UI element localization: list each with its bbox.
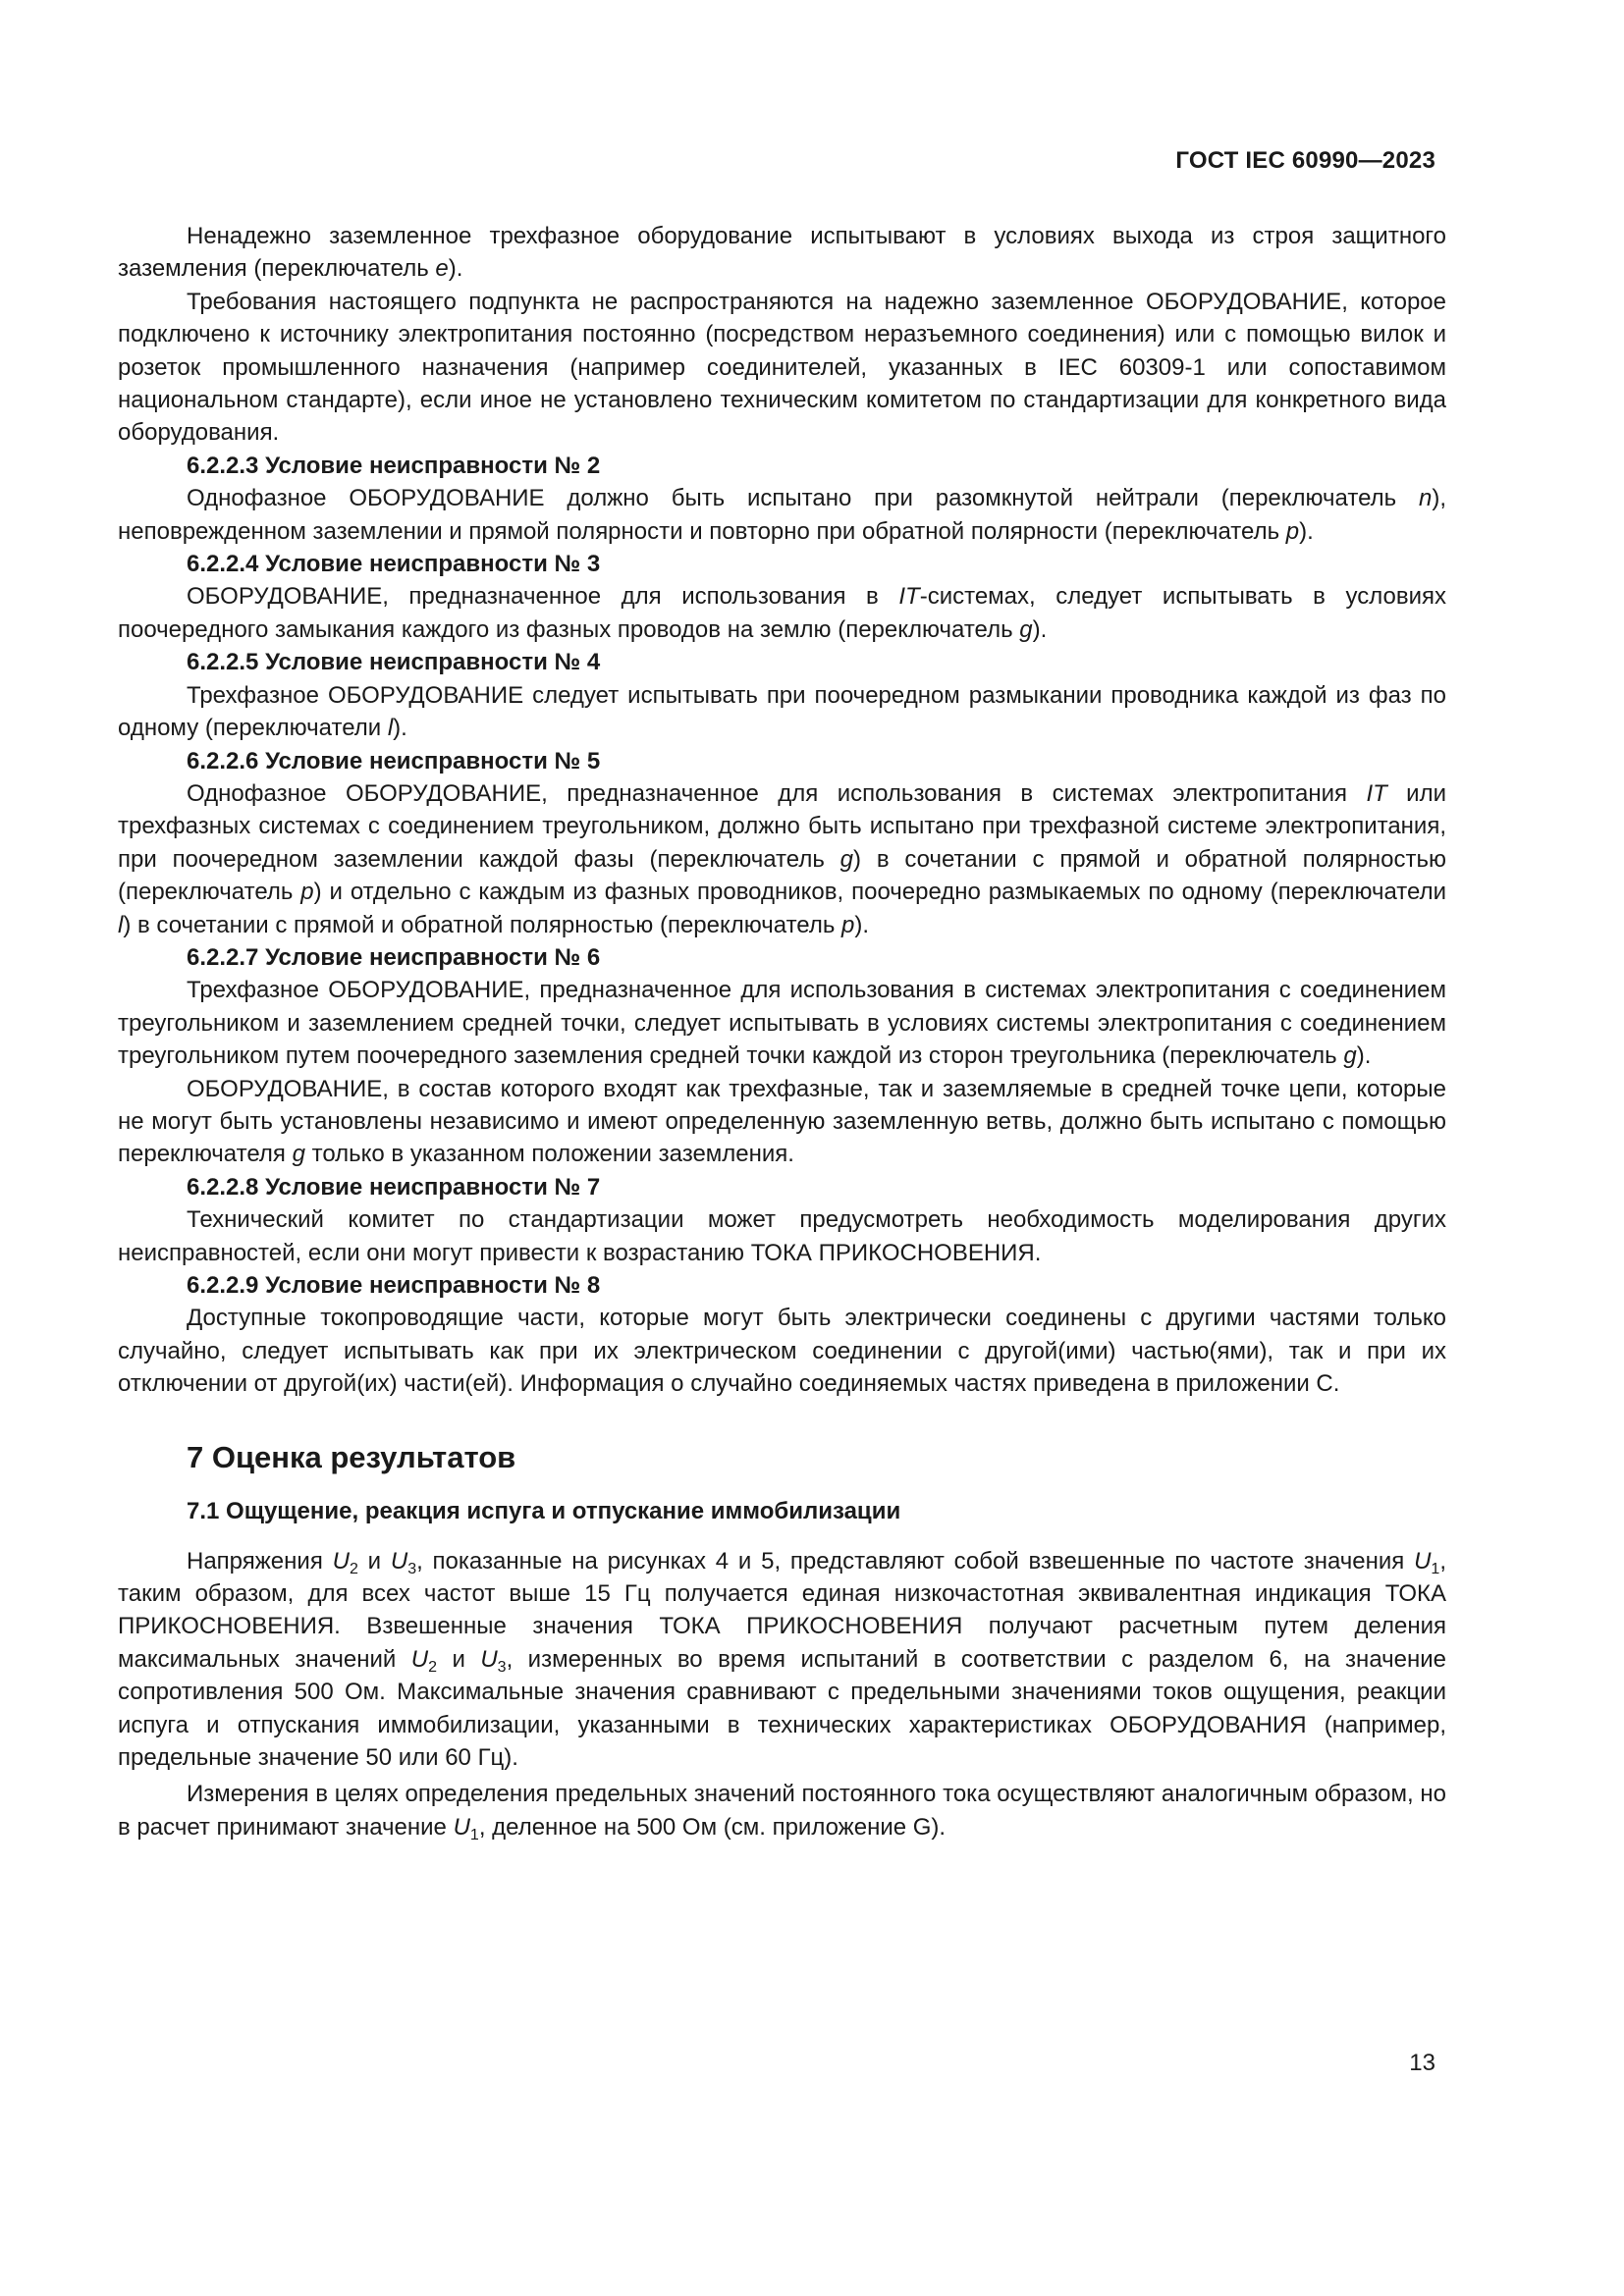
paragraph: ОБОРУДОВАНИЕ, в состав которого входят как трехфазные, так и заземляемые в средней точке цепи, которые не могут быть установлены независимо и имеют определенную заземленную ветвь, должно быть испытано с помощью переключателя g только в указанном положении заземления. [118,1075,1446,1168]
clause-heading-6-2-2-6: 6.2.2.6 Условие неисправности № 5 [187,747,601,774]
clause-heading-6-2-2-9: 6.2.2.9 Условие неисправности № 8 [187,1272,601,1299]
paragraph: Требования настоящего подпункта не распространяются на надежно заземленное ОБОРУДОВАНИЕ, которое подключено к источнику электропитания постоянно (посредством неразъемного соединения) или с помощью вилок и розеток промышленного назначения (например соединителей, указанных в IEC 60309-1 или сопоставимом национальном стандарте), если иное не установлено техническим комитетом по стандартизации для конкретного вида оборудования. [118,288,1446,447]
paragraph: Однофазное ОБОРУДОВАНИЕ должно быть испытано при разомкнутой нейтрали (переключатель n), неповрежденном заземлении и прямой полярности и повторно при обратной полярности (переключатель p). [118,485,1446,545]
page-content [118,220,1446,1843]
paragraph: Доступные токопроводящие части, которые могут быть электрически соединены с другими частями только случайно, следует испытывать как при их электрическом соединении с другой(ими) частью(ями), так и при их отключении от другой(их) части(ей). Информация о случайно соединяемых частях приведена в приложении С. [118,1305,1446,1398]
paragraph: ОБОРУДОВАНИЕ, предназначенное для использования в IT-системах, следует испытывать в условиях поочередного замыкания каждого из фазных проводов на землю (переключатель g). [118,583,1446,643]
paragraph: Трехфазное ОБОРУДОВАНИЕ следует испытывать при поочередном размыкании проводника каждой из фаз по одному (переключатели l). [118,681,1446,742]
paragraph: Ненадежно заземленное трехфазное оборудование испытывают в условиях выхода из строя защитного заземления (переключатель e). [118,223,1446,283]
clause-heading-6-2-2-8: 6.2.2.8 Условие неисправности № 7 [187,1173,601,1201]
subsection-heading-7-1: 7.1 Ощущение, реакция испуга и отпускание иммобилизации [187,1497,901,1524]
paragraph: Трехфазное ОБОРУДОВАНИЕ, предназначенное для использования в системах электропитания с соединением треугольником и заземлением средней точки, следует испытывать в условиях системы электропитания с соединением треугольником путем поочередного заземления средней точки каждой из сторон треугольника (переключатель g). [118,977,1446,1070]
clause-heading-6-2-2-4: 6.2.2.4 Условие неисправности № 3 [187,551,601,578]
clause-heading-6-2-2-7: 6.2.2.7 Условие неисправности № 6 [187,943,601,971]
clause-heading-6-2-2-5: 6.2.2.5 Условие неисправности № 4 [187,649,601,676]
paragraph: Измерения в целях определения предельных значений постоянного тока осуществляют аналогичным образом, но в расчет принимают значение $U_1$, деленное на 500 Ом (см. приложение G). [118,1781,1446,1843]
paragraph: Напряжения $U_2$ и $U_3$, показанные на рисунках 4 и 5, представляют собой взвешенные по частоте значения $U_1$, таким образом, для всех частот выше 15 Гц получается единая низкочастотная эквивалентная индикация ТОКА ПРИКОСНОВЕНИЯ. Взвешенные значения ТОКА ПРИКОСНОВЕНИЯ получают расчетным путем деления максимальных значений $U_2$ и $U_3$, измеренных во время испытаний в соответствии с разделом 6, на значение сопротивления 500 Ом. Максимальные значения сравнивают с предельными значениями токов ощущения, реакции испуга и отпускания иммобилизации, указанными в технических характеристиках ОБОРУДОВАНИЯ (например, предельные значение 50 или 60 Гц). [118,1547,1446,1772]
page-number: 13 [1409,2050,1435,2076]
paragraph: Технический комитет по стандартизации может предусмотреть необходимость моделирования других неисправностей, если они могут привести к возрастанию ТОКА ПРИКОСНОВЕНИЯ. [118,1206,1446,1266]
paragraph: Однофазное ОБОРУДОВАНИЕ, предназначенное для использования в системах электропитания IT или трехфазных системах с соединением треугольником, должно быть испытано при трехфазной системе электропитания, при поочередном заземлении каждой фазы (переключатель g) в сочетании с прямой и обратной полярностью (переключатель p) и отдельно с каждым из фазных проводников, поочередно размыкаемых по одному (переключатели l) в сочетании с прямой и обратной полярностью (переключатель p). [118,779,1447,938]
standard-header: ГОСТ IEC 60990—2023 [1175,147,1435,174]
section-heading-7: 7 Оценка результатов [187,1439,516,1474]
clause-heading-6-2-2-3: 6.2.2.3 Условие неисправности № 2 [187,452,601,479]
